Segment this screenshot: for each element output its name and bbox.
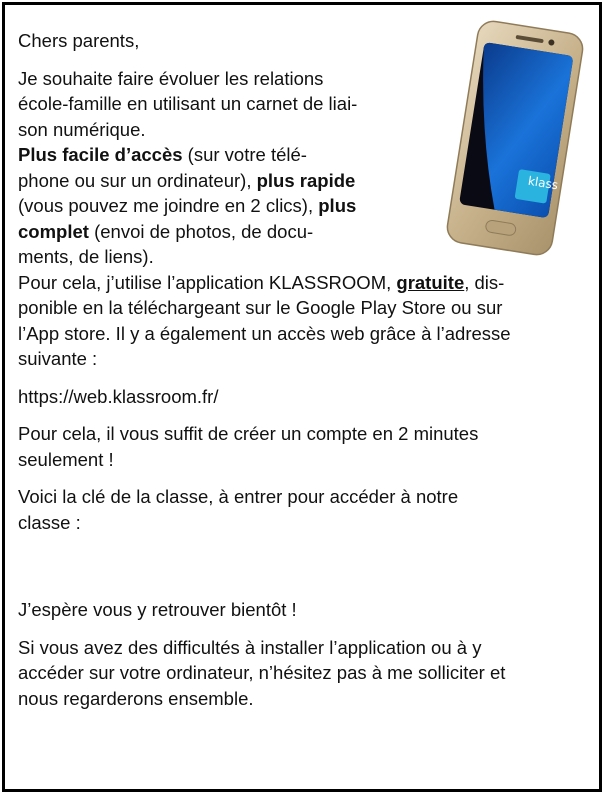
help-line: nous regarderons ensemble. (18, 687, 254, 709)
phone-screen-label: klass (527, 173, 560, 193)
app-line (18, 270, 588, 296)
benefit-line (18, 219, 418, 245)
app-line: l’App store. Il y a également un accès web grâce à l’adresse (18, 322, 511, 344)
app-line: ponible en la téléchargeant sur le Google Play Store ou sur (18, 297, 503, 318)
benefit-line (18, 142, 418, 168)
intro-line: Je souhaite faire évoluer les relations (18, 67, 324, 89)
benefit-text: (envoi de photos, de docu- (88, 220, 314, 242)
benefit-fast: plus rapide (256, 169, 356, 191)
benefit-easy: Plus facile d’accès (18, 144, 183, 165)
benefit-text: (sur votre télé- (182, 144, 307, 165)
account-line: Pour cela, il vous suffit de créer un compte en 2 minutes (18, 423, 479, 444)
account-line: seulement ! (18, 448, 114, 470)
class-key-line: Voici la clé de la classe, à entrer pour accéder à notre (18, 486, 459, 507)
web-url: https://web.klassroom.fr/ (18, 385, 219, 407)
benefit-text: phone ou sur un ordinateur), (18, 169, 257, 191)
class-key-blank (18, 535, 588, 597)
greeting: Chers parents, (18, 30, 140, 51)
benefit-complete: plus (318, 195, 357, 216)
intro-paragraph (18, 66, 418, 270)
help-line: Si vous avez des difficultés à installer l’application ou à y (18, 636, 482, 658)
intro-line: son numérique. (18, 118, 146, 140)
benefit-complete: complet (18, 220, 89, 242)
benefit-line (18, 193, 418, 219)
benefit-line: ments, de liens). (18, 246, 154, 267)
closing-line: J’espère vous y retrouver bientôt ! (18, 599, 297, 620)
app-paragraph (18, 270, 588, 372)
app-text: , dis- (464, 271, 505, 293)
help-line: accéder sur votre ordinateur, n’hésitez pas à me solliciter et (18, 662, 506, 683)
app-text: Pour cela, j’utilise l’application KLASSROOM, (18, 271, 397, 293)
benefit-text: (vous pouvez me joindre en 2 clics), (18, 195, 319, 216)
class-key-line: classe : (18, 511, 81, 533)
app-line: suivante : (18, 348, 98, 369)
letter-body (18, 28, 588, 711)
free-label: gratuite (396, 271, 465, 293)
intro-line: école-famille en utilisant un carnet de liai- (18, 93, 358, 114)
benefit-line (18, 168, 418, 194)
